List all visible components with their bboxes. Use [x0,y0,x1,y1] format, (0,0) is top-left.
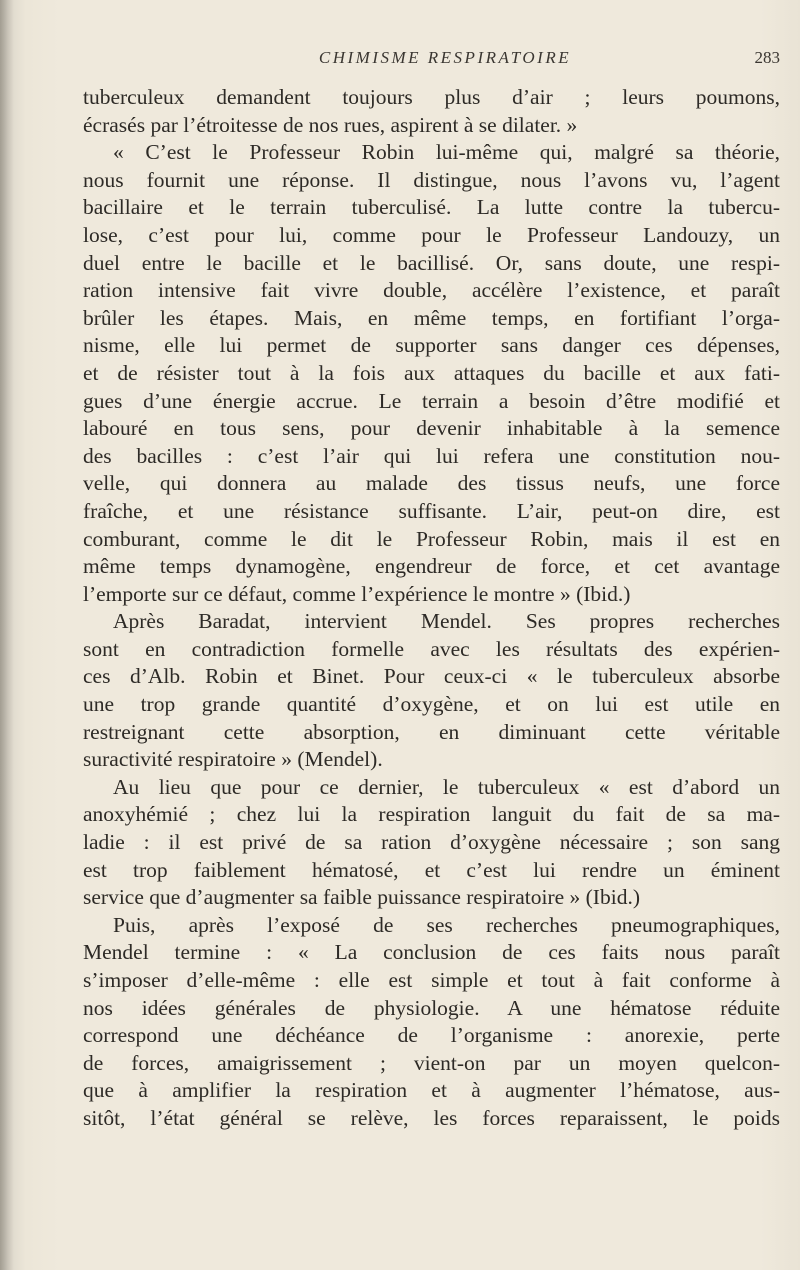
text-line: et de résister tout à la fois aux attaques du bacille et aux fati- [83,360,780,385]
text-line: ces d’Alb. Robin et Binet. Pour ceux-ci « le tuberculeux absorbe [83,664,780,689]
text-line: suractivité respiratoire » (Mendel). [83,747,383,772]
text-line: l’emporte sur ce défaut, comme l’expérience le montre » (Ibid.) [83,581,631,606]
text-line: velle, qui donnera au malade des tissus neufs, une force [83,471,780,496]
text-line: écrasés par l’étroitesse de nos rues, aspirent à se dilater. » [83,112,578,137]
text-line: correspond une déchéance de l’organisme : anorexie, perte [83,1023,780,1048]
text-line: ladie : il est privé de sa ration d’oxygène nécessaire ; son sang [83,830,780,855]
text-line: ration intensive fait vivre double, accélère l’existence, et paraît [83,278,780,303]
text-line: fraîche, et une résistance suffisante. L’air, peut-on dire, est [83,498,780,523]
text-line: est trop faiblement hématosé, et c’est lui rendre un éminent [83,857,780,882]
text-line: de forces, amaigrissement ; vient-on par un moyen quelcon- [83,1050,780,1075]
text-line: Mendel termine : « La conclusion de ces faits nous paraît [83,940,780,965]
text-line: restreignant cette absorption, en diminuant cette véritable [83,719,780,744]
body-text [83,84,780,1133]
running-title: CHIMISME RESPIRATOIRE [318,48,572,67]
text-line: nous fournit une réponse. Il distingue, nous l’avons vu, l’agent [83,167,780,192]
text-line: gues d’une énergie accrue. Le terrain a besoin d’être modifié et [83,388,780,413]
text-line: comburant, comme le dit le Professeur Robin, mais il est en [83,526,780,551]
text-line: que à amplifier la respiration et à augmenter l’hématose, aus- [83,1078,780,1103]
running-head [110,48,780,74]
text-line: une trop grande quantité d’oxygène, et on lui est utile en [83,692,780,717]
text-line: Au lieu que pour ce dernier, le tuberculeux « est d’abord un [113,774,780,799]
text-line: duel entre le bacille et le bacillisé. Or, sans doute, une respi- [83,250,780,275]
text-line: brûler les étapes. Mais, en même temps, en fortifiant l’orga- [83,305,780,330]
binding-gutter-shadow [0,0,14,1270]
text-line: service que d’augmenter sa faible puissance respiratoire » (Ibid.) [83,885,640,910]
text-line: Après Baradat, intervient Mendel. Ses propres recherches [113,609,780,634]
text-line: des bacilles : c’est l’air qui lui refera une constitution nou- [83,443,780,468]
text-line: labouré en tous sens, pour devenir inhabitable à la semence [83,416,780,441]
text-line: tuberculeux demandent toujours plus d’air ; leurs poumons, [83,85,780,109]
text-line: Puis, après l’exposé de ses recherches pneumographiques, [113,912,780,937]
text-line: nisme, elle lui permet de supporter sans danger ces dépenses, [83,333,780,358]
text-line: lose, c’est pour lui, comme pour le Professeur Landouzy, un [83,222,780,247]
text-line: anoxyhémié ; chez lui la respiration languit du fait de sa ma- [83,802,780,827]
text-line: sitôt, l’état général se relève, les forces reparaissent, le poids [83,1105,780,1130]
text-line: nos idées générales de physiologie. A une hématose réduite [83,995,780,1020]
text-line: bacillaire et le terrain tuberculisé. La lutte contre la tubercu- [83,195,780,220]
text-line: s’imposer d’elle-même : elle est simple et tout à fait conforme à [83,968,780,992]
text-line: sont en contradiction formelle avec les résultats des expérien- [83,636,780,661]
text-line: « C’est le Professeur Robin lui-même qui, malgré sa théorie, [113,140,780,165]
page-number: 283 [754,48,780,67]
text-line: même temps dynamogène, engendreur de force, et cet avantage [83,554,780,579]
